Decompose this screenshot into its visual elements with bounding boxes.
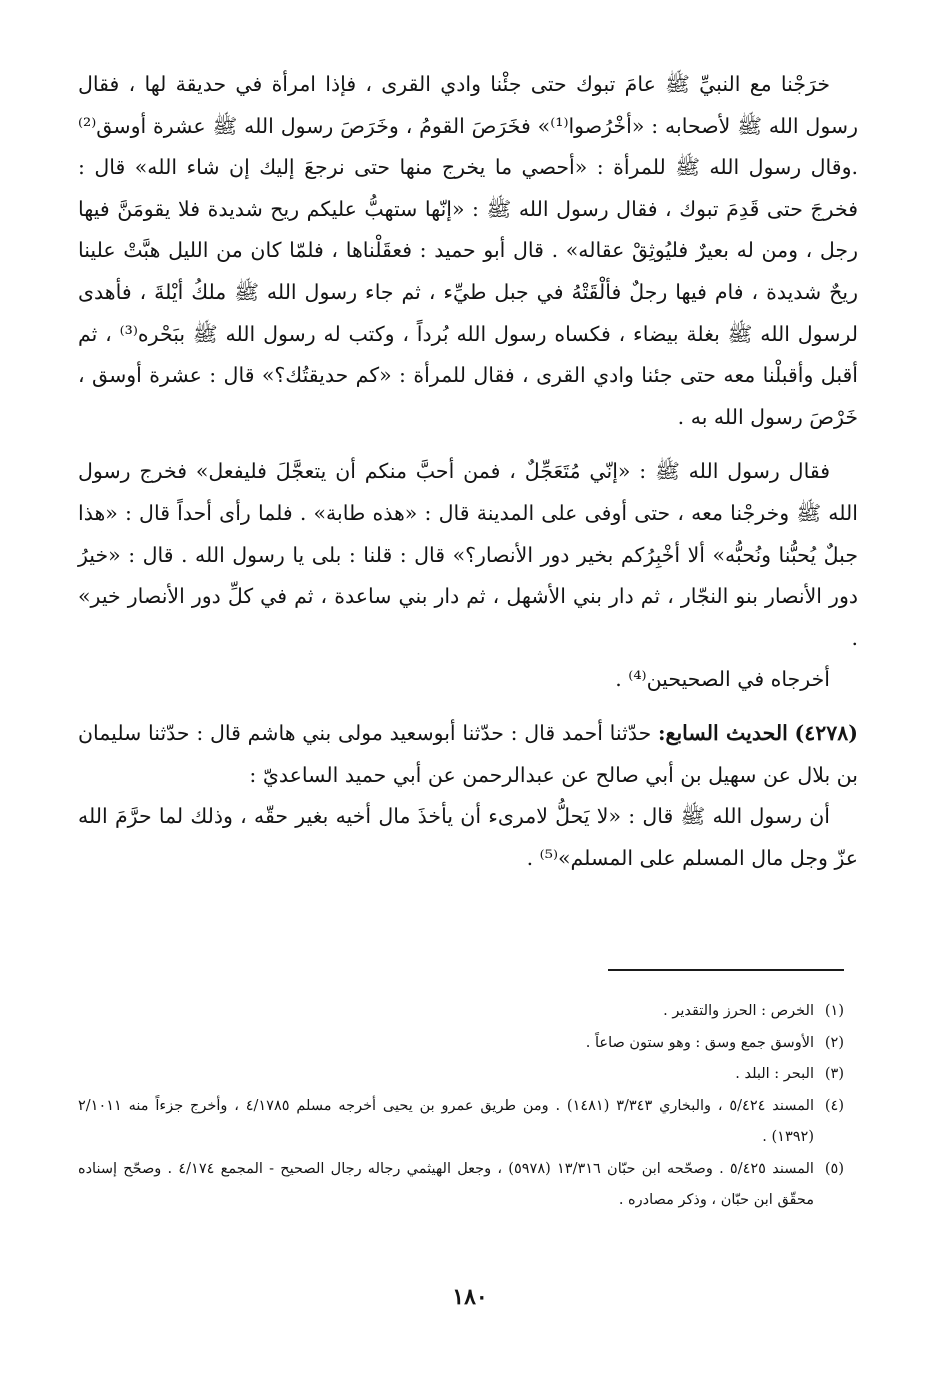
- footnote-text: المسند ٥/٤٢٥ . وصحّحه ابن حبّان ١٣/٣١٦ (٥٩٧٨) ، وجعل الهيثمي رجاله رجال الصحيح - المجمع ٤/١٧٤ . وصحّح إسناده محقّق ابن حبّان ، وذكر مصادره .: [78, 1160, 814, 1208]
- main-text: [78, 64, 858, 879]
- hadith-header-paragraph: [78, 713, 858, 796]
- footnote-text: المسند ٥/٤٢٤ ، والبخاري ٣/٣٤٣ (١٤٨١) . ومن طريق عمرو بن يحيى أخرجه مسلم ٤/١٧٨٥ ، وأخرج جزءاً منه ٢/١٠١١ (١٣٩٢) .: [78, 1097, 814, 1145]
- takhrij-line: أخرجاه في الصحيحين⁽⁴⁾ .: [615, 667, 830, 692]
- footnote-5: [78, 1154, 844, 1217]
- hadith-heading: الحديث السابع:: [657, 720, 788, 745]
- footnote-3: [78, 1059, 844, 1091]
- footnote-number: (١): [824, 1003, 844, 1019]
- footnote-number: (٤): [824, 1097, 844, 1114]
- hadith-paragraph-2: فقال رسول الله ﷺ : «إنّي مُتَعَجِّلٌ ، فمن أحبَّ منكم أن يتعجَّلَ فليفعل» فخرج رسول الله ﷺ وخرجْنا معه ، حتى أوفى على المدينة قال : «هذه طابة» . فلما رأى أحداً قال : «هذا جبلٌ يُحبُّنا ونُحبُّه» ألا أخْبِرُكم بخير دور الأنصار؟» قال : قلنا : بلى يا رسول الله . قال : «خيرُ دور الأنصار بنو النجّار ، ثم دار بني الأشهل ، ثم دار بني ساعدة ، ثم في كلِّ دور الأنصار خير» .: [78, 459, 858, 650]
- footnote-text: الأوسق جمع وسق : وهو ستون صاعاً .: [585, 1034, 814, 1051]
- footnote-2: [78, 1028, 844, 1060]
- footnote-text: البحر : البلد .: [735, 1066, 814, 1082]
- footnotes: [78, 996, 844, 1217]
- page-number: ١٨٠: [452, 1284, 488, 1310]
- isnad-text: حدّثنا أحمد قال : حدّثنا أبوسعيد مولى بني هاشم قال : حدّثنا سليمان بن بلال عن سهيل بن أبي صالح عن عبدالرحمن عن أبي حميد الساعديّ :: [78, 720, 858, 787]
- footnote-separator: [608, 969, 844, 971]
- footnote-number: (٢): [824, 1034, 844, 1051]
- footnote-1: [78, 996, 844, 1028]
- hadith-matn: أن رسول الله ﷺ قال : «لا يَحلُّ لامرىء أن يأخذَ مال أخيه بغير حقّه ، وذلك لما حرَّمَ الله عزّ وجل مال المسلم على المسلم»⁽⁵⁾ .: [78, 804, 858, 870]
- hadith-paragraph-1: خرَجْنا مع النبيِّ ﷺ عامَ تبوك حتى جئْنا وادي القرى ، فإذا امرأة في حديقة لها ، فقال رسول الله ﷺ لأصحابه : «أخْرُصوا⁽¹⁾» فخَرَصَ القومُ ، وخَرَصَ رسول الله ﷺ عشرة أوسق⁽²⁾ .وقال رسول الله ﷺ للمرأة : «أحصي ما يخرج منها حتى نرجعَ إليك إن شاء الله» قال : فخرجَ حتى قَدِمَ تبوك ، فقال رسول الله ﷺ : «إنّها ستهبُّ عليكم ريح شديدة فلا يقومَنَّ فيها رجل ، ومن له بعيرٌ فليُوثِقْ عقاله» . قال أبو حميد : فعقَلْناها ، فلمّا كان من الليل هبَّتْ علينا ريحٌ شديدة ، فام فيها رجلٌ فألْقَتْهُ في جبل طيِّء ، ثم جاء رسول الله ﷺ ملكُ أيْلةَ ، فأهدى لرسول الله ﷺ بغلة بيضاء ، فكساه رسول الله بُرداً ، وكتب له رسول الله ﷺ ببَحْره⁽³⁾ ، ثم أقبل وأقبلْنا معه حتى جئنا وادي القرى ، فقال للمرأة : «كم حديقتُك؟» قال : عشرة أوسق ، خَرْصَ رسول الله به .: [78, 72, 858, 429]
- footnote-number: (٣): [824, 1066, 844, 1082]
- footnote-text: الخرص : الحرز والتقدير .: [663, 1003, 814, 1019]
- hadith-number: (٤٢٧٨): [794, 720, 858, 745]
- footnote-number: (٥): [824, 1160, 844, 1177]
- footnote-4: [78, 1091, 844, 1154]
